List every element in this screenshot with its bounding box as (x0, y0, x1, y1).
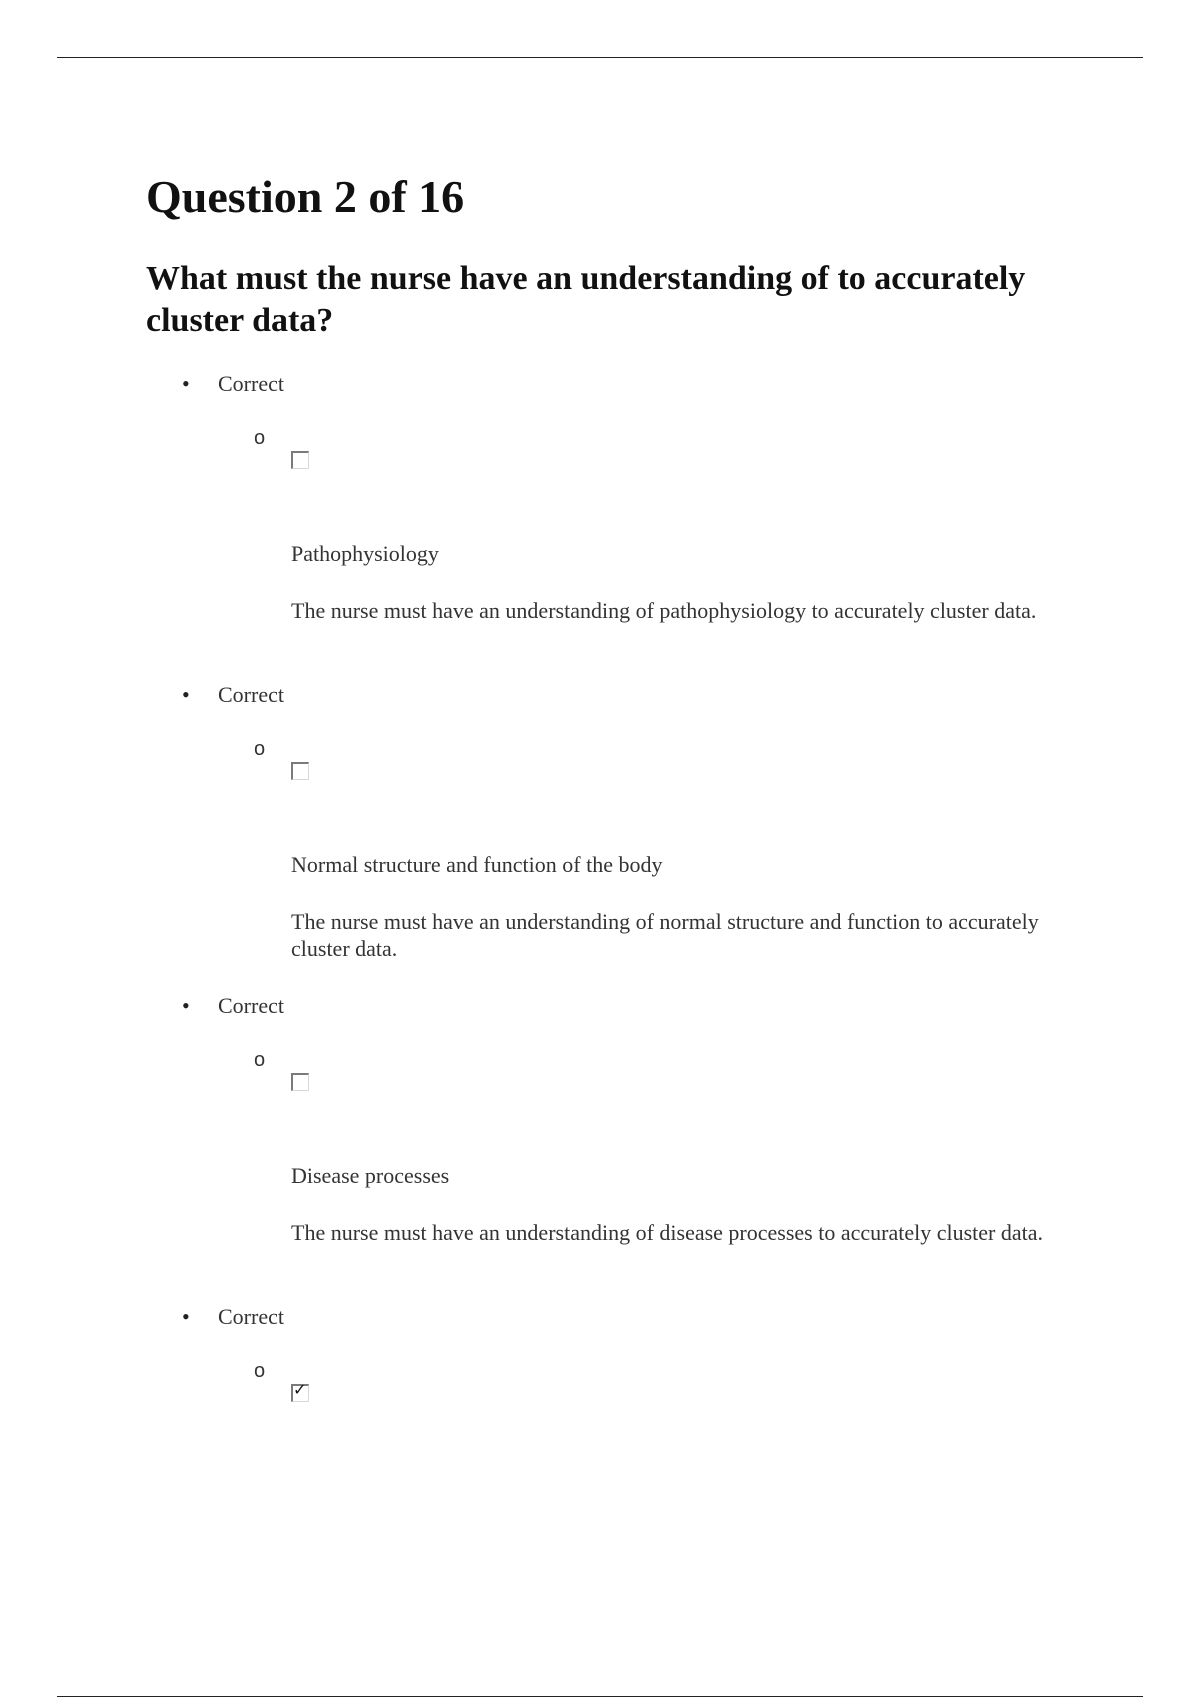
option-rationale: The nurse must have an understanding of pathophysiology to accurately cluster data. (291, 598, 1037, 623)
option-label: Disease processes (291, 1163, 450, 1188)
question-text: What must the nurse have an understanding of to accurately cluster data? (146, 260, 1026, 339)
option-rationale: The nurse must have an understanding of normal structure and function to accurately cluster data. (291, 909, 1039, 961)
answer-checkbox-1[interactable] (291, 451, 309, 469)
answer-checkbox-4[interactable] (291, 1380, 309, 1402)
bullet-icon: • (182, 682, 190, 707)
answer-status: Correct (218, 682, 284, 707)
bullet-icon: • (182, 371, 190, 396)
answer-status: Correct (218, 371, 284, 396)
answer-checkbox-2[interactable] (291, 762, 309, 780)
question-title: Question 2 of 16 (146, 171, 465, 222)
sub-bullet-icon: o (254, 1049, 266, 1071)
bullet-icon: • (182, 993, 190, 1018)
option-rationale: The nurse must have an understanding of disease processes to accurately cluster data. (291, 1220, 1044, 1245)
bottom-divider (57, 1696, 1143, 1697)
sub-bullet-icon: o (254, 738, 266, 760)
answer-checkbox-3[interactable] (291, 1073, 309, 1091)
sub-bullet-icon: o (254, 427, 266, 449)
option-label: Normal structure and function of the body (291, 852, 663, 877)
answer-status: Correct (218, 993, 284, 1018)
bullet-icon: • (182, 1304, 190, 1329)
sub-bullet-icon: o (254, 1360, 266, 1382)
option-label: Pathophysiology (291, 541, 439, 566)
answer-status: Correct (218, 1304, 284, 1329)
top-divider (57, 57, 1143, 58)
check-icon: ✓ (293, 1380, 307, 1399)
